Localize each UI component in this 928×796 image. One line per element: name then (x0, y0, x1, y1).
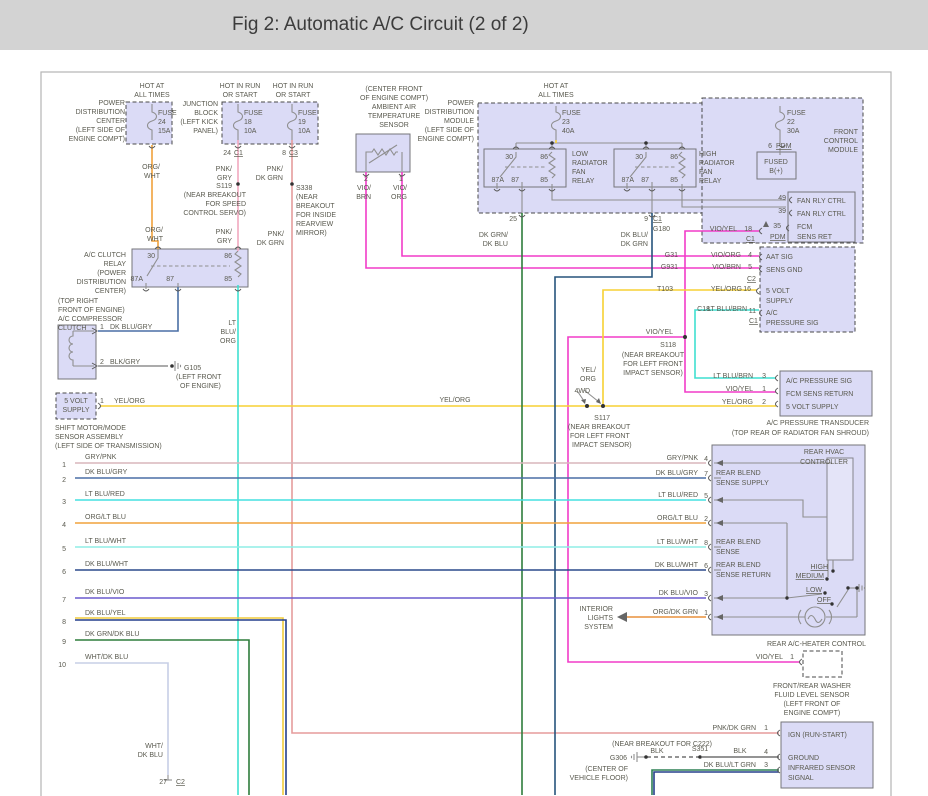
diagram-label: OF ENGINE COMPT) (359, 95, 429, 102)
diagram-label: FAN (572, 169, 586, 176)
diagram-label: 7 (62, 597, 66, 604)
diagram-label: 9 (644, 216, 648, 223)
diagram-label: 6 (704, 563, 708, 570)
diagram-label: S118 (660, 342, 676, 349)
diagram-label: 24 (223, 150, 231, 157)
diagram-label: INFRARED SENSOR (788, 765, 856, 772)
diagram-label: FRONT (833, 129, 858, 136)
diagram-label: VIO/YEL (709, 226, 737, 233)
diagram-label: 85 (224, 276, 232, 283)
diagram-label: FCM (797, 224, 813, 231)
diagram-label: VIO/ORG (711, 252, 741, 259)
diagram-label: 5 (704, 493, 708, 500)
diagram-label: 39 (778, 208, 786, 215)
diagram-label: REAR A/C-HEATER CONTROL (766, 641, 866, 648)
diagram-label: 24 (158, 119, 166, 126)
diagram-label: REAR BLEND (716, 562, 761, 569)
diagram-label: (CENTER FRONT (365, 86, 423, 93)
diagram-label: PNK/ (266, 166, 283, 173)
diagram-label: SENS GND (766, 267, 803, 274)
diagram-label: DK GRN (256, 240, 284, 247)
diagram-label: 1 (704, 610, 708, 617)
diagram-label: RADIATOR (699, 160, 735, 167)
diagram-label: DISTRIBUTION (424, 109, 474, 116)
diagram-label: 5 VOLT (766, 288, 790, 295)
blower-resistor-block (827, 458, 853, 560)
diagram-label: 87 (166, 276, 174, 283)
diagram-label: C1 (749, 318, 758, 325)
diagram-label: 16 (743, 286, 751, 293)
diagram-label: PNK/ (267, 231, 284, 238)
diagram-label: 1 (399, 176, 403, 183)
diagram-label: C18 (697, 306, 710, 313)
diagram-label: OR START (275, 92, 311, 99)
diagram-label: 18 (744, 226, 752, 233)
diagram-label: 3 (764, 762, 768, 769)
diagram-label: ORG/LT BLU (657, 515, 698, 522)
diagram-label: POWER (98, 100, 125, 107)
diagram-label: (TOP RIGHT (58, 298, 99, 305)
diagram-label: OFF (817, 597, 831, 604)
diagram-label: 5 VOLT SUPPLY (786, 404, 839, 411)
diagram-label: PRESSURE SIG (766, 320, 819, 327)
diagram-label: (POWER (97, 270, 126, 277)
diagram-label: LT BLU/BRN (707, 306, 747, 313)
diagram-label: 30 (635, 154, 643, 161)
diagram-label: 86 (670, 154, 678, 161)
diagram-label: C2 (176, 779, 185, 786)
diagram-label: G31 (664, 252, 678, 259)
diagram-label: 25 (509, 216, 517, 223)
diagram-label: VIO/BRN (712, 264, 741, 271)
diagram-label: ALL TIMES (538, 92, 574, 99)
diagram-label: 35 (773, 223, 781, 230)
diagram-label: ORG/DK GRN (652, 609, 698, 616)
diagram-label: AMBIENT AIR (371, 104, 417, 111)
diagram-label: LT (228, 320, 236, 327)
diagram-label: SENSE (716, 549, 740, 556)
diagram-label: FUSE (562, 110, 581, 117)
diagram-label: 87A (130, 276, 143, 283)
diagram-label: 49 (778, 195, 786, 202)
diagram-label: REAR HVAC (803, 449, 845, 456)
diagram-label: 6 (62, 569, 66, 576)
diagram-label: 1 (100, 324, 104, 331)
diagram-label: LT BLU/WHT (657, 539, 698, 546)
diagram-label: SYSTEM (584, 624, 613, 631)
diagram-label: 19 (298, 119, 306, 126)
diagram-label: LT BLU/RED (85, 491, 125, 498)
diagram-label: 1 (790, 654, 794, 661)
diagram-label: OF ENGINE) (180, 383, 221, 390)
diagram-label: BREAKOUT (296, 203, 335, 210)
diagram-label: FOR SPEED (205, 201, 246, 208)
diagram-label: DK BLU/VIO (85, 589, 125, 596)
diagram-label: DISTRIBUTION (75, 109, 125, 116)
diagram-label: LT BLU/WHT (85, 538, 126, 545)
diagram-label: 4 (704, 456, 708, 463)
diagram-label: IMPACT SENSOR) (572, 442, 632, 449)
diagram-label: POWER (447, 100, 474, 107)
diagram-label: 87 (641, 177, 649, 184)
diagram-label: PNK/ (215, 229, 232, 236)
diagram-label: B(+) (769, 168, 783, 175)
diagram-label: AAT SIG (766, 254, 793, 261)
diagram-label: 2 (364, 176, 368, 183)
diagram-label: (NEAR BREAKOUT (568, 424, 631, 431)
diagram-label: SENSOR (379, 122, 409, 129)
diagram-label: 4 (748, 252, 752, 259)
diagram-label: ORG/LT BLU (85, 514, 126, 521)
diagram-label: HOT IN RUN (219, 83, 261, 90)
diagram-label: DK BLU/WHT (654, 562, 698, 569)
diagram-label: BLOCK (194, 110, 218, 117)
diagram-label: WHT/ (145, 743, 163, 750)
diagram-label: 15A (158, 128, 171, 135)
diagram-label: JUNCTION (182, 101, 218, 108)
diagram-label: YEL/ORG (710, 286, 742, 293)
diagram-label: A/C PRESSURE SIG (786, 378, 853, 385)
diagram-label: 40A (562, 128, 575, 135)
diagram-label: VIO/YEL (725, 386, 753, 393)
diagram-label: 87A (621, 177, 634, 184)
diagram-label: DK GRN/ (478, 232, 508, 239)
diagram-label: DK GRN/DK BLU (85, 631, 140, 638)
diagram-label: (NEAR BREAKOUT FOR C222) (612, 741, 712, 748)
diagram-label: ENGINE COMPT) (68, 136, 125, 143)
diagram-label: S119 (216, 183, 232, 190)
diagram-label: MIRROR) (296, 230, 327, 237)
diagram-label: CONTROL (823, 138, 858, 145)
diagram-label: FUSE (787, 110, 806, 117)
diagram-label: DISTRIBUTION (76, 279, 126, 286)
diagram-label: SENS RET (797, 234, 833, 241)
diagram-label: SENSE SUPPLY (716, 480, 769, 487)
diagram-label: 5 (62, 546, 66, 553)
diagram-label: C2 (747, 276, 756, 283)
diagram-label: 2 (62, 477, 66, 484)
diagram-label: CONTROL SERVO) (183, 210, 246, 217)
diagram-label: G306 (609, 755, 627, 762)
diagram-label: 1 (62, 462, 66, 469)
diagram-label: REARVIEW (296, 221, 334, 228)
diagram-label: SHIFT MOTOR/MODE (55, 425, 126, 432)
diagram-label: DK BLU/ (620, 232, 648, 239)
diagram-label: ORG/ (145, 227, 163, 234)
diagram-label: 30 (147, 253, 155, 260)
diagram-label: C3 (289, 150, 298, 157)
five-volt-supply-box (56, 393, 96, 419)
diagram-label: ORG (580, 376, 596, 383)
diagram-label: A/C (766, 310, 778, 317)
diagram-label: GROUND (788, 755, 820, 762)
diagram-label: DK GRN (620, 241, 648, 248)
diagram-label: WHT/DK BLU (85, 654, 129, 661)
diagram-label: FAN RLY CTRL (797, 198, 846, 205)
diagram-label: S351 (691, 746, 709, 753)
diagram-label: VIO/ (356, 185, 371, 192)
diagram-label: (LEFT SIDE OF (424, 127, 474, 134)
diagram-label: 3 (704, 591, 708, 598)
diagram-label: PNK/ (215, 166, 232, 173)
diagram-label: MODULE (444, 118, 474, 125)
diagram-label: 4WD (574, 388, 590, 395)
diagram-label: GRY (216, 175, 232, 182)
diagram-label: PDM (770, 234, 786, 241)
diagram-label: A/C COMPRESSOR (58, 316, 123, 323)
diagram-label: 2 (704, 516, 708, 523)
diagram-label: 2 (100, 359, 104, 366)
diagram-label: 1 (762, 386, 766, 393)
diagram-label: WHT (144, 173, 160, 180)
diagram-label: G180 (652, 226, 670, 233)
diagram-label: FUSE (244, 110, 263, 117)
diagram-label: FUSED (764, 159, 788, 166)
diagram-label: G105 (184, 365, 202, 372)
diagram-label: FOR INSIDE (296, 212, 337, 219)
diagram-label: 30 (505, 154, 513, 161)
diagram-label: S338 (296, 185, 313, 192)
diagram-label: BLK/GRY (110, 359, 141, 366)
diagram-label: DK BLU/GRY (85, 469, 128, 476)
diagram-label: PDM (776, 143, 792, 150)
diagram-label: RELAY (572, 178, 595, 185)
diagram-label: HOT IN RUN (272, 83, 314, 90)
diagram-label: BLU/ (220, 329, 236, 336)
diagram-label: CONTROLLER (800, 459, 848, 466)
diagram-label: CLUTCH (58, 325, 87, 332)
diagram-label: LOW (806, 587, 822, 594)
diagram-label: 85 (670, 177, 678, 184)
diagram-label: FUSE (158, 110, 177, 117)
diagram-label: BRN (356, 194, 371, 201)
diagram-label: GRY/PNK (666, 455, 698, 462)
diagram-label: 27 (159, 779, 167, 786)
diagram-label: FRONT/REAR WASHER (773, 683, 851, 690)
diagram-label: VEHICLE FLOOR) (569, 775, 628, 782)
diagram-label: CENTER (96, 118, 125, 125)
diagram-label: G931 (660, 264, 678, 271)
diagram-label: DK BLU (137, 752, 163, 759)
diagram-label: TEMPERATURE (367, 113, 421, 120)
diagram-label: SENSOR ASSEMBLY (55, 434, 124, 441)
diagram-label: 1 (764, 725, 768, 732)
page-title: Fig 2: Automatic A/C Circuit (2 of 2) (232, 14, 529, 35)
diagram-label: 4 (62, 522, 66, 529)
diagram-label: PANEL) (193, 128, 218, 135)
diagram-label: LIGHTS (587, 615, 613, 622)
diagram-label: INTERIOR (579, 606, 613, 613)
diagram-label: 8 (62, 619, 66, 626)
diagram-label: FLUID LEVEL SENSOR (774, 692, 850, 699)
diagram-label: C1 (653, 216, 662, 223)
diagram-label: HIGH (699, 151, 717, 158)
diagram-label: (LEFT FRONT (176, 374, 222, 381)
diagram-label: DK GRN (255, 175, 283, 182)
diagram-label: FCM SENS RETURN (786, 391, 854, 398)
diagram-label: 23 (562, 119, 570, 126)
diagram-label: HOT AT (139, 83, 165, 90)
diagram-label: IGN (RUN-START) (788, 732, 847, 739)
diagram-label: S117 (594, 415, 610, 422)
diagram-label: (TOP REAR OF RADIATOR FAN SHROUD) (731, 430, 869, 437)
diagram-label: RADIATOR (572, 160, 608, 167)
diagram-label: C1 (746, 236, 755, 243)
diagram-label: A/C CLUTCH (83, 252, 126, 259)
diagram-label: REAR BLEND (716, 539, 761, 546)
diagram-label: PNK/DK GRN (712, 725, 756, 732)
diagram-label: 7 (704, 471, 708, 478)
diagram-label: 87A (491, 177, 504, 184)
diagram-label: (NEAR (296, 194, 318, 201)
diagram-label: SUPPLY (62, 407, 90, 414)
diagram-label: VIO/YEL (755, 654, 783, 661)
diagram-label: 3 (762, 373, 766, 380)
diagram-label: VIO/YEL (645, 329, 673, 336)
diagram-label: OR START (222, 92, 258, 99)
ac-compressor-clutch-box (58, 325, 96, 379)
diagram-label: 18 (244, 119, 252, 126)
diagram-label: (NEAR BREAKOUT (621, 352, 685, 359)
diagram-label: (LEFT FRONT OF (783, 701, 841, 708)
diagram-label: MEDIUM (795, 573, 824, 580)
diagram-label: SIGNAL (788, 775, 814, 782)
diagram-label: 10A (244, 128, 257, 135)
diagram-label: ORG/ (142, 164, 160, 171)
diagram-label: FAN RLY CTRL (797, 211, 846, 218)
diagram-label: (NEAR BREAKOUT (183, 192, 246, 199)
diagram-label: MODULE (828, 147, 858, 154)
diagram-label: C1 (234, 150, 243, 157)
diagram-label: DK BLU/WHT (85, 561, 129, 568)
diagram-label: 11 (748, 308, 756, 315)
diagram-label: YEL/ORG (439, 397, 471, 404)
diagram-label: REAR BLEND (716, 470, 761, 477)
diagram-label: ORG (220, 338, 236, 345)
diagram-label: YEL/ORG (114, 398, 146, 405)
diagram-label: (CENTER OF (585, 766, 628, 773)
diagram-label: RELAY (103, 261, 126, 268)
diagram-label: WHT (147, 236, 163, 243)
diagram-label: 86 (224, 253, 232, 260)
diagram-label: 86 (540, 154, 548, 161)
diagram-label: A/C PRESSURE TRANSDUCER (766, 420, 869, 427)
diagram-label: VIO/ (392, 185, 407, 192)
diagram-label: SUPPLY (766, 298, 794, 305)
diagram-label: 30A (787, 128, 800, 135)
diagram-label: HIGH (810, 564, 828, 571)
diagram-label: CENTER) (94, 288, 126, 295)
diagram-label: 4 (764, 749, 768, 756)
diagram-label: DK BLU/GRY (110, 324, 153, 331)
diagram-label: GRY (216, 238, 232, 245)
diagram-label: RELAY (699, 178, 722, 185)
diagram-label: 5 VOLT (64, 398, 88, 405)
diagram-label: LT BLU/RED (658, 492, 698, 499)
diagram-label: DK BLU/VIO (658, 590, 698, 597)
diagram-label: DK BLU/YEL (85, 610, 126, 617)
diagram-label: FUSE (298, 110, 317, 117)
diagram-label: (LEFT KICK (180, 119, 218, 126)
diagram-label: GRY/PNK (85, 454, 117, 461)
diagram-label: BLK (733, 748, 747, 755)
diagram-label: 10A (298, 128, 311, 135)
diagram-label: YEL/ (580, 367, 596, 374)
diagram-label: ENGINE COMPT) (783, 710, 841, 717)
diagram-label: 85 (540, 177, 548, 184)
diagram-label: LT BLU/BRN (713, 373, 753, 380)
diagram-label: FOR LEFT FRONT (623, 361, 683, 368)
diagram-label: ENGINE COMPT) (417, 136, 474, 143)
diagram-label: 1 (100, 398, 104, 405)
diagram-label: 8 (282, 150, 286, 157)
diagram-label: SENSE RETURN (716, 572, 771, 579)
diagram-label: 2 (762, 399, 766, 406)
diagram-label: DK BLU/LT GRN (703, 762, 756, 769)
diagram-label: HOT AT (543, 83, 569, 90)
diagram-label: T103 (657, 286, 673, 293)
diagram-label: FRONT OF ENGINE) (58, 307, 125, 314)
diagram-label: 6 (768, 143, 772, 150)
diagram-label: 5 (748, 264, 752, 271)
diagram-label: 22 (787, 119, 795, 126)
diagram-label: YEL/ORG (721, 399, 753, 406)
diagram-label: ORG (391, 194, 407, 201)
diagram-label: DK BLU/GRY (655, 470, 698, 477)
diagram-label: (LEFT SIDE OF (75, 127, 125, 134)
diagram-label: LOW (572, 151, 588, 158)
diagram-label: 10 (58, 662, 66, 669)
diagram-label: 8 (704, 540, 708, 547)
diagram-label: ALL TIMES (134, 92, 170, 99)
diagram-label: BLK (650, 748, 664, 755)
diagram-label: 9 (62, 639, 66, 646)
diagram-label: DK BLU (482, 241, 508, 248)
diagram-label: (LEFT SIDE OF TRANSMISSION) (55, 443, 162, 450)
diagram-label: FAN (699, 169, 713, 176)
diagram-label: 3 (62, 499, 66, 506)
diagram-label: 87 (511, 177, 519, 184)
diagram-label: FOR LEFT FRONT (570, 433, 630, 440)
diagram-label: IMPACT SENSOR) (623, 370, 683, 377)
